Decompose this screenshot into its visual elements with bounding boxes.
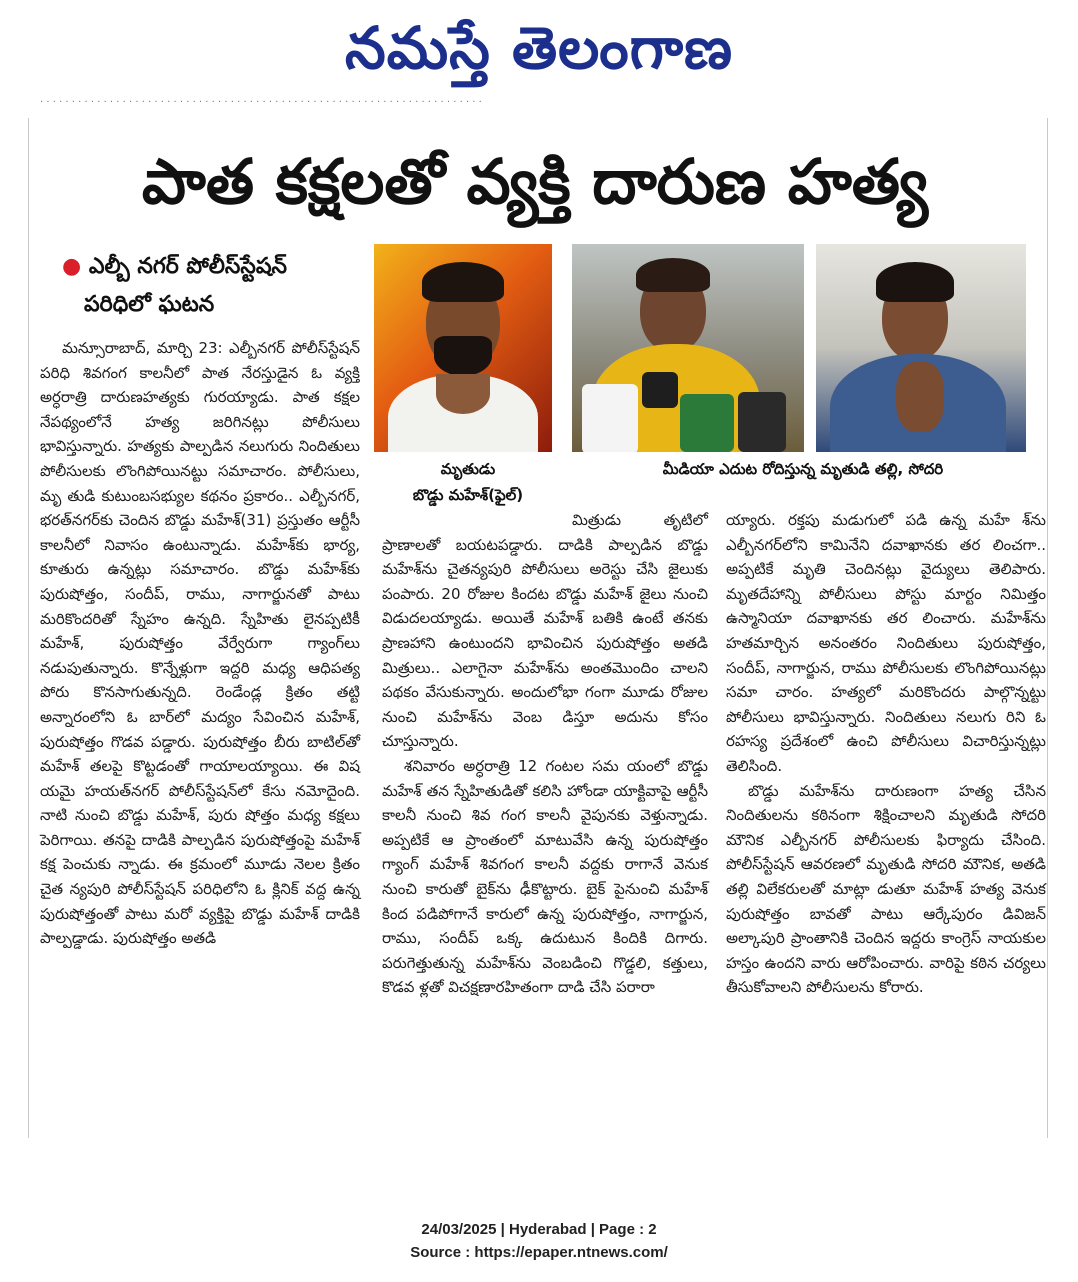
- article-column-2: [382, 508, 708, 1000]
- caption-deceased: [388, 456, 548, 508]
- column-2-paragraph-1: మిత్రుడు తృటిలో ప్రాణాలతో బయటపడ్డారు. దాడికి పాల్పడిన బొడ్డు మహేశ్‌ను చైతన్యపురి పోలీసులు అరెస్టు చేసి జైలుకు పంపారు. 20 రోజుల కిందట బొడ్డు మహేశ్ జైలు నుంచి విడుదలయ్యాడు. అయితే మహేశ్ బతికి ఉంటే తనకు ప్రాణహాని ఉంటుందని భావించిన పురుషోత్తం అతడి మిత్రులు.. ఎలాగైనా మహేశ్‌ను అంతమొందిం చాలని పథకం వేసుకున్నారు. అందులోభా గంగా మూడు రోజుల నుంచి మహేశ్‌ను వెంబ డిస్తూ అదును కోసం చూస్తున్నారు.: [382, 511, 708, 751]
- column-1-paragraph-1: మన్సూరాబాద్, మార్చి 23: ఎల్బీనగర్ పోలీస్‌స్టేషన్ పరిధి శివగంగ కాలనీలో పాత నేరస్తుడైన ఓ వ్యక్తి అర్ధరాత్రి దారుణహత్యకు గురయ్యాడు. పాత కక్షల నేపథ్యంలోనే హత్య జరిగినట్లు పోలీసులు భావిస్తున్నారు. హత్యకు పాల్పడిన నలుగురు నిందితులు పోలీసులకు లొంగిపోయినట్టు సమాచారం. పోలీసులు, మృ తుడి కుటుంబసభ్యుల కథనం ప్రకారం.. ఎల్బీనగర్, భరత్‌నగర్‌కు చెందిన బొడ్డు మహేశ్(31) ప్రస్తుతం ఆర్టీసీ కాలనీలో నివాసం ఉంటున్నాడు. మహేశ్‌కు భార్య, కూతురు ఉన్నట్లు సమాచారం. బొడ్డు మహేశ్‌కు పురుషోత్తం, సందీప్, రాము, నాగార్జునతో పాటు మరికొందరితో స్నేహం ఉన్నది. స్నేహితు లైనప్పటికీ మహేశ్, పురుషోత్తం వేర్వేరుగా గ్యాంగ్‌లు నడుపుతున్నారు. కొన్నేళ్లుగా ఇద్దరి మధ్య ఆధిపత్య పోరు కొనసాగుతున్నది. రెండేండ్ల క్రితం తట్టి అన్నారంలోని ఓ బార్‌లో మద్యం సేవించిన మహేశ్, పురుషోత్తం గొడవ పడ్డారు. పురుషోత్తం బీరు బాటిల్‌తో మహేశ్ తలపై కొట్టడంతో గాయాలయ్యాయి. ఈ విష యమై హయత్‌నగర్ పోలీస్‌స్టేషన్‌లో కేసు నమోదైంది. నాటి నుంచి బొడ్డు మహేశ్, పురు షోత్తం మధ్య కక్షలు పెరిగాయి. తనపై దాడికి పాల్పడిన పురుషోత్తంపై మహేశ్ కక్ష పెంచుకు న్నాడు. ఈ క్రమంలో మూడు నెలల క్రితం చైత న్యపురి పోలీస్‌స్టేషన్ పరిధిలోని ఓ క్లినిక్ వద్ద ఉన్న పురుషోత్తంతో పాటు మరో వ్యక్తిపై బొడ్డు మహేశ్ దాడికి పాల్పడ్డాడు. పురుషోత్తం అతడి: [40, 339, 360, 948]
- caption-family: మీడియా ఎదుట రోదిస్తున్న మృతుడి తల్లి, సోదరి: [662, 460, 944, 478]
- left-border-line: [28, 118, 29, 1138]
- footer-source: Source : https://epaper.ntnews.com/: [410, 1244, 668, 1261]
- article-kicker: [62, 248, 362, 324]
- column-3-paragraph-2: బొడ్డు మహేశ్‌ను దారుణంగా హత్య చేసిన నిందితులను కఠినంగా శిక్షించాలని మృతుడి సోదరి మౌనిక ఎల్బీనగర్ పోలీసులకు ఫిర్యాదు చేసింది. పోలీస్‌స్టేషన్ ఆవరణలో మృతుడి సోదరి మౌనిక, అతడి తల్లి విలేకరులతో మాట్లా డుతూ మహేశ్ హత్య వెనుక పురుషోత్తం బావతో పాటు ఆర్కేపురం డివిజన్ అల్కాపురి ప్రాంతానికి చెందిన ఇద్దరు కాంగ్రెస్ నాయకుల హస్తం ఉందని వారు ఆరోపించారు. వారిపై కఠిన చర్యలు తీసుకోవాలని పోలీసులను కోరారు.: [726, 781, 1046, 997]
- masthead-title: నమస్తే తెలంగాణ: [345, 14, 733, 82]
- column-2-paragraph-2: శనివారం అర్ధరాత్రి 12 గంటల సమ యంలో బొడ్డు మహేశ్ తన స్నేహితుడితో కలిసి హోండా యాక్టివాపై ఆర్టీసీ కాలనీ నుంచి శివ గంగ కాలనీ వైపునకు వెళ్తున్నాడు. అప్పటికే ఆ ప్రాంతంలో మాటువేసి ఉన్న పురుషోత్తం గ్యాంగ్ మహేశ్ శివగంగ కాలనీ వద్దకు రాగానే వెనుక నుంచి కారుతో బైక్‌ను ఢీకొట్టారు. బైక్ పైనుంచి మహేశ్ కింద పడిపోగానే కారులో ఉన్న పురుషోత్తం, నాగార్జున, రాము, సందీప్ ఒక్క ఉదుటున కిందికి దిగారు. పరుగెత్తుతున్న మహేశ్‌ను వెంబడించి గొడ్డలి, కత్తులు, కొడవ ళ్లతో విచక్షణారహితంగా దాడి చేసి పరారా: [382, 756, 708, 997]
- kicker-line-2: పరిధిలో ఘటన: [84, 292, 215, 317]
- caption-deceased-line-2: బొడ్డు మహేశ్(ఫైల్): [412, 486, 524, 504]
- article-column-1: [40, 336, 360, 951]
- footer-dateline: 24/03/2025 | Hyderabad | Page : 2: [421, 1221, 657, 1238]
- photo-mother: [572, 244, 804, 452]
- right-border-line: [1047, 118, 1048, 1138]
- kicker-bullet-icon: ●: [62, 254, 82, 279]
- page-footer: [0, 1218, 1078, 1264]
- photo-deceased: [374, 244, 552, 452]
- article-column-3: [726, 508, 1046, 1000]
- article-headline: పాత కక్షలతో వ్యక్తి దారుణ హత్య: [141, 145, 929, 218]
- kicker-line-1: ఎల్బీ నగర్ పోలీస్‌స్టేషన్: [88, 254, 287, 279]
- caption-deceased-line-1: మృతుడు: [440, 460, 496, 478]
- column-3-paragraph-1: య్యారు. రక్తపు మడుగులో పడి ఉన్న మహే శ్‌ను ఎల్బీనగర్‌లోని కామినేని దవాఖానకు తర లించగా.. అప్పటికే మృతి చెందినట్లు వైద్యులు తెలిపారు. మృతదేహాన్ని పోలీసులు పోస్టు మార్టం నిమిత్తం ఉస్మానియా దవాఖానకు తర లించారు. మహేశ్‌ను హతమార్చిన అనంతరం నిందితులు పురుషోత్తం, సందీప్, నాగార్జున, రాము పోలీసులకు లొంగిపోయినట్లు సమా చారం. హత్యలో మరికొందరు పాల్గొన్నట్టు పోలీసులు భావిస్తున్నారు. నిందితులు నలుగు రిని ఓ రహస్య ప్రదేశంలో ఉంచి పోలీసులు విచారిస్తున్నట్లు తెలిసింది.: [726, 511, 1046, 775]
- photo-sister: [816, 244, 1026, 452]
- header-strip: · · · · · · · · · · · · · · · · · · · · · · · · · · · · · · · · · · · · · · · · · · · · · · · · · · · · · · · · · · · · · · · · · · · · · ·: [40, 97, 482, 108]
